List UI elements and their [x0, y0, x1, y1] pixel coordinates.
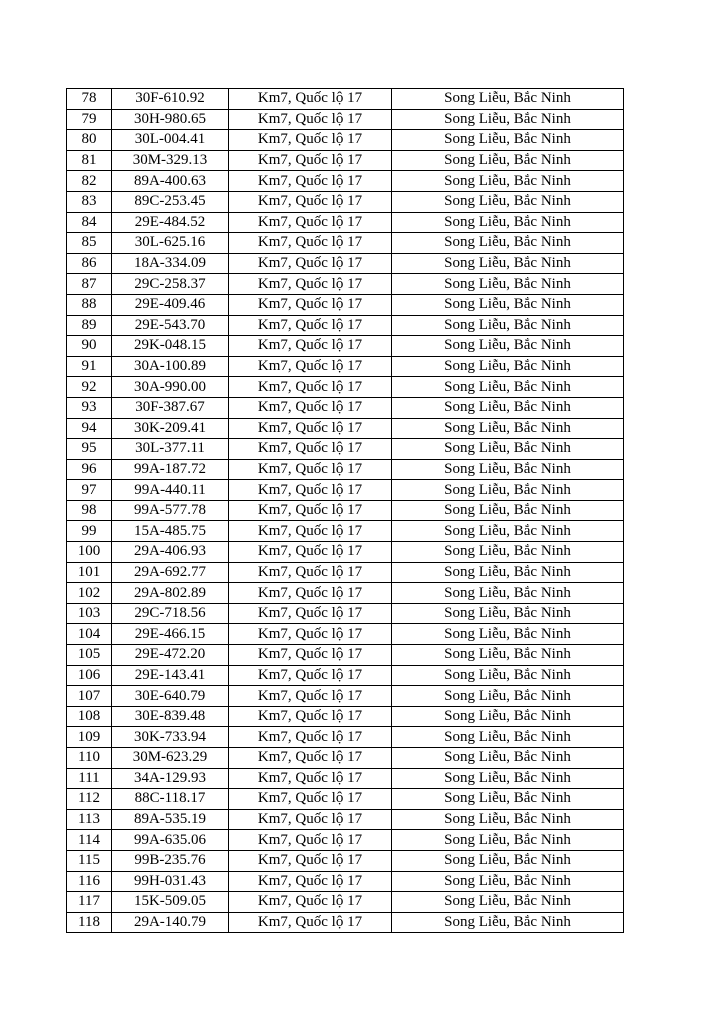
row-number-cell: 79 — [67, 109, 112, 130]
license-plate-cell: 30L-625.16 — [112, 233, 229, 254]
unit-cell: Song Liễu, Bắc Ninh — [392, 171, 624, 192]
row-number-cell: 92 — [67, 377, 112, 398]
table-row — [67, 665, 624, 686]
location-cell: Km7, Quốc lộ 17 — [229, 336, 392, 357]
unit-cell: Song Liễu, Bắc Ninh — [392, 809, 624, 830]
unit-cell: Song Liễu, Bắc Ninh — [392, 603, 624, 624]
row-number-cell: 88 — [67, 294, 112, 315]
unit-cell: Song Liễu, Bắc Ninh — [392, 686, 624, 707]
unit-cell: Song Liễu, Bắc Ninh — [392, 830, 624, 851]
location-cell: Km7, Quốc lộ 17 — [229, 191, 392, 212]
table-row — [67, 500, 624, 521]
row-number-cell: 118 — [67, 912, 112, 933]
row-number-cell: 115 — [67, 850, 112, 871]
license-plate-cell: 29E-472.20 — [112, 645, 229, 666]
table-row — [67, 171, 624, 192]
license-plate-cell: 99A-577.78 — [112, 500, 229, 521]
location-cell: Km7, Quốc lộ 17 — [229, 789, 392, 810]
location-cell: Km7, Quốc lộ 17 — [229, 500, 392, 521]
unit-cell: Song Liễu, Bắc Ninh — [392, 336, 624, 357]
location-cell: Km7, Quốc lộ 17 — [229, 603, 392, 624]
license-plate-cell: 99H-031.43 — [112, 871, 229, 892]
location-cell: Km7, Quốc lộ 17 — [229, 583, 392, 604]
license-plate-cell: 29C-718.56 — [112, 603, 229, 624]
table-row — [67, 850, 624, 871]
license-plate-cell: 30K-733.94 — [112, 727, 229, 748]
license-plate-cell: 89A-400.63 — [112, 171, 229, 192]
table-row — [67, 809, 624, 830]
row-number-cell: 95 — [67, 439, 112, 460]
unit-cell: Song Liễu, Bắc Ninh — [392, 583, 624, 604]
table-row — [67, 459, 624, 480]
unit-cell: Song Liễu, Bắc Ninh — [392, 480, 624, 501]
row-number-cell: 80 — [67, 130, 112, 151]
license-plate-cell: 29A-802.89 — [112, 583, 229, 604]
location-cell: Km7, Quốc lộ 17 — [229, 397, 392, 418]
table-row — [67, 480, 624, 501]
table-row — [67, 727, 624, 748]
table-row — [67, 871, 624, 892]
table-row — [67, 253, 624, 274]
row-number-cell: 82 — [67, 171, 112, 192]
location-cell: Km7, Quốc lộ 17 — [229, 253, 392, 274]
location-cell: Km7, Quốc lộ 17 — [229, 912, 392, 933]
violations-table — [66, 88, 624, 933]
table-row — [67, 130, 624, 151]
row-number-cell: 117 — [67, 892, 112, 913]
table-row — [67, 603, 624, 624]
location-cell: Km7, Quốc lộ 17 — [229, 521, 392, 542]
unit-cell: Song Liễu, Bắc Ninh — [392, 212, 624, 233]
location-cell: Km7, Quốc lộ 17 — [229, 871, 392, 892]
row-number-cell: 110 — [67, 748, 112, 769]
license-plate-cell: 30E-640.79 — [112, 686, 229, 707]
row-number-cell: 116 — [67, 871, 112, 892]
row-number-cell: 84 — [67, 212, 112, 233]
license-plate-cell: 30H-980.65 — [112, 109, 229, 130]
unit-cell: Song Liễu, Bắc Ninh — [392, 377, 624, 398]
location-cell: Km7, Quốc lộ 17 — [229, 665, 392, 686]
location-cell: Km7, Quốc lộ 17 — [229, 356, 392, 377]
table-row — [67, 336, 624, 357]
row-number-cell: 93 — [67, 397, 112, 418]
row-number-cell: 99 — [67, 521, 112, 542]
unit-cell: Song Liễu, Bắc Ninh — [392, 850, 624, 871]
license-plate-cell: 30M-329.13 — [112, 150, 229, 171]
row-number-cell: 98 — [67, 500, 112, 521]
unit-cell: Song Liễu, Bắc Ninh — [392, 150, 624, 171]
license-plate-cell: 30E-839.48 — [112, 706, 229, 727]
table-row — [67, 583, 624, 604]
location-cell: Km7, Quốc lộ 17 — [229, 850, 392, 871]
table-row — [67, 418, 624, 439]
unit-cell: Song Liễu, Bắc Ninh — [392, 418, 624, 439]
unit-cell: Song Liễu, Bắc Ninh — [392, 748, 624, 769]
table-row — [67, 748, 624, 769]
license-plate-cell: 99B-235.76 — [112, 850, 229, 871]
license-plate-cell: 29K-048.15 — [112, 336, 229, 357]
license-plate-cell: 30L-377.11 — [112, 439, 229, 460]
license-plate-cell: 18A-334.09 — [112, 253, 229, 274]
table-row — [67, 830, 624, 851]
row-number-cell: 87 — [67, 274, 112, 295]
table-row — [67, 562, 624, 583]
license-plate-cell: 30L-004.41 — [112, 130, 229, 151]
table-row — [67, 377, 624, 398]
row-number-cell: 108 — [67, 706, 112, 727]
table-row — [67, 294, 624, 315]
unit-cell: Song Liễu, Bắc Ninh — [392, 706, 624, 727]
unit-cell: Song Liễu, Bắc Ninh — [392, 500, 624, 521]
license-plate-cell: 30K-209.41 — [112, 418, 229, 439]
unit-cell: Song Liễu, Bắc Ninh — [392, 562, 624, 583]
unit-cell: Song Liễu, Bắc Ninh — [392, 645, 624, 666]
row-number-cell: 101 — [67, 562, 112, 583]
license-plate-cell: 29E-466.15 — [112, 624, 229, 645]
row-number-cell: 78 — [67, 89, 112, 110]
table-row — [67, 624, 624, 645]
table-row — [67, 109, 624, 130]
license-plate-cell: 29C-258.37 — [112, 274, 229, 295]
location-cell: Km7, Quốc lộ 17 — [229, 439, 392, 460]
location-cell: Km7, Quốc lộ 17 — [229, 130, 392, 151]
table-row — [67, 356, 624, 377]
table-row — [67, 439, 624, 460]
location-cell: Km7, Quốc lộ 17 — [229, 171, 392, 192]
row-number-cell: 81 — [67, 150, 112, 171]
row-number-cell: 102 — [67, 583, 112, 604]
row-number-cell: 86 — [67, 253, 112, 274]
license-plate-cell: 30A-100.89 — [112, 356, 229, 377]
license-plate-cell: 30F-387.67 — [112, 397, 229, 418]
location-cell: Km7, Quốc lộ 17 — [229, 686, 392, 707]
license-plate-cell: 15A-485.75 — [112, 521, 229, 542]
location-cell: Km7, Quốc lộ 17 — [229, 109, 392, 130]
row-number-cell: 97 — [67, 480, 112, 501]
location-cell: Km7, Quốc lộ 17 — [229, 480, 392, 501]
unit-cell: Song Liễu, Bắc Ninh — [392, 727, 624, 748]
row-number-cell: 109 — [67, 727, 112, 748]
row-number-cell: 114 — [67, 830, 112, 851]
license-plate-cell: 30A-990.00 — [112, 377, 229, 398]
row-number-cell: 106 — [67, 665, 112, 686]
location-cell: Km7, Quốc lộ 17 — [229, 89, 392, 110]
row-number-cell: 111 — [67, 768, 112, 789]
table-row — [67, 892, 624, 913]
license-plate-cell: 29E-543.70 — [112, 315, 229, 336]
license-plate-cell: 89A-535.19 — [112, 809, 229, 830]
row-number-cell: 112 — [67, 789, 112, 810]
unit-cell: Song Liễu, Bắc Ninh — [392, 89, 624, 110]
location-cell: Km7, Quốc lộ 17 — [229, 809, 392, 830]
unit-cell: Song Liễu, Bắc Ninh — [392, 624, 624, 645]
row-number-cell: 107 — [67, 686, 112, 707]
table-row — [67, 274, 624, 295]
unit-cell: Song Liễu, Bắc Ninh — [392, 521, 624, 542]
unit-cell: Song Liễu, Bắc Ninh — [392, 892, 624, 913]
table-row — [67, 150, 624, 171]
row-number-cell: 105 — [67, 645, 112, 666]
table-row — [67, 397, 624, 418]
license-plate-cell: 99A-440.11 — [112, 480, 229, 501]
location-cell: Km7, Quốc lộ 17 — [229, 706, 392, 727]
unit-cell: Song Liễu, Bắc Ninh — [392, 665, 624, 686]
row-number-cell: 83 — [67, 191, 112, 212]
table-row — [67, 191, 624, 212]
unit-cell: Song Liễu, Bắc Ninh — [392, 130, 624, 151]
unit-cell: Song Liễu, Bắc Ninh — [392, 294, 624, 315]
license-plate-cell: 29A-406.93 — [112, 542, 229, 563]
unit-cell: Song Liễu, Bắc Ninh — [392, 315, 624, 336]
table-row — [67, 912, 624, 933]
location-cell: Km7, Quốc lộ 17 — [229, 294, 392, 315]
table-row — [67, 768, 624, 789]
table-row — [67, 212, 624, 233]
location-cell: Km7, Quốc lộ 17 — [229, 645, 392, 666]
unit-cell: Song Liễu, Bắc Ninh — [392, 191, 624, 212]
license-plate-cell: 34A-129.93 — [112, 768, 229, 789]
unit-cell: Song Liễu, Bắc Ninh — [392, 768, 624, 789]
table-row — [67, 233, 624, 254]
unit-cell: Song Liễu, Bắc Ninh — [392, 253, 624, 274]
location-cell: Km7, Quốc lộ 17 — [229, 562, 392, 583]
location-cell: Km7, Quốc lộ 17 — [229, 377, 392, 398]
license-plate-cell: 29E-143.41 — [112, 665, 229, 686]
unit-cell: Song Liễu, Bắc Ninh — [392, 439, 624, 460]
license-plate-cell: 99A-635.06 — [112, 830, 229, 851]
license-plate-cell: 15K-509.05 — [112, 892, 229, 913]
license-plate-cell: 29E-484.52 — [112, 212, 229, 233]
license-plate-cell: 89C-253.45 — [112, 191, 229, 212]
violations-table-body — [67, 89, 624, 933]
row-number-cell: 90 — [67, 336, 112, 357]
license-plate-cell: 30F-610.92 — [112, 89, 229, 110]
license-plate-cell: 88C-118.17 — [112, 789, 229, 810]
table-row — [67, 315, 624, 336]
row-number-cell: 94 — [67, 418, 112, 439]
unit-cell: Song Liễu, Bắc Ninh — [392, 789, 624, 810]
table-row — [67, 645, 624, 666]
unit-cell: Song Liễu, Bắc Ninh — [392, 397, 624, 418]
row-number-cell: 89 — [67, 315, 112, 336]
unit-cell: Song Liễu, Bắc Ninh — [392, 912, 624, 933]
unit-cell: Song Liễu, Bắc Ninh — [392, 871, 624, 892]
table-row — [67, 706, 624, 727]
unit-cell: Song Liễu, Bắc Ninh — [392, 109, 624, 130]
location-cell: Km7, Quốc lộ 17 — [229, 459, 392, 480]
location-cell: Km7, Quốc lộ 17 — [229, 624, 392, 645]
location-cell: Km7, Quốc lộ 17 — [229, 274, 392, 295]
location-cell: Km7, Quốc lộ 17 — [229, 212, 392, 233]
location-cell: Km7, Quốc lộ 17 — [229, 418, 392, 439]
table-row — [67, 521, 624, 542]
unit-cell: Song Liễu, Bắc Ninh — [392, 274, 624, 295]
row-number-cell: 96 — [67, 459, 112, 480]
row-number-cell: 103 — [67, 603, 112, 624]
row-number-cell: 91 — [67, 356, 112, 377]
row-number-cell: 100 — [67, 542, 112, 563]
location-cell: Km7, Quốc lộ 17 — [229, 233, 392, 254]
location-cell: Km7, Quốc lộ 17 — [229, 748, 392, 769]
license-plate-cell: 29E-409.46 — [112, 294, 229, 315]
license-plate-cell: 29A-692.77 — [112, 562, 229, 583]
unit-cell: Song Liễu, Bắc Ninh — [392, 542, 624, 563]
license-plate-cell: 29A-140.79 — [112, 912, 229, 933]
table-row — [67, 789, 624, 810]
location-cell: Km7, Quốc lộ 17 — [229, 150, 392, 171]
location-cell: Km7, Quốc lộ 17 — [229, 727, 392, 748]
location-cell: Km7, Quốc lộ 17 — [229, 315, 392, 336]
unit-cell: Song Liễu, Bắc Ninh — [392, 459, 624, 480]
license-plate-cell: 30M-623.29 — [112, 748, 229, 769]
location-cell: Km7, Quốc lộ 17 — [229, 542, 392, 563]
row-number-cell: 104 — [67, 624, 112, 645]
unit-cell: Song Liễu, Bắc Ninh — [392, 356, 624, 377]
unit-cell: Song Liễu, Bắc Ninh — [392, 233, 624, 254]
location-cell: Km7, Quốc lộ 17 — [229, 768, 392, 789]
location-cell: Km7, Quốc lộ 17 — [229, 830, 392, 851]
table-row — [67, 89, 624, 110]
row-number-cell: 113 — [67, 809, 112, 830]
table-row — [67, 542, 624, 563]
table-row — [67, 686, 624, 707]
location-cell: Km7, Quốc lộ 17 — [229, 892, 392, 913]
license-plate-cell: 99A-187.72 — [112, 459, 229, 480]
row-number-cell: 85 — [67, 233, 112, 254]
